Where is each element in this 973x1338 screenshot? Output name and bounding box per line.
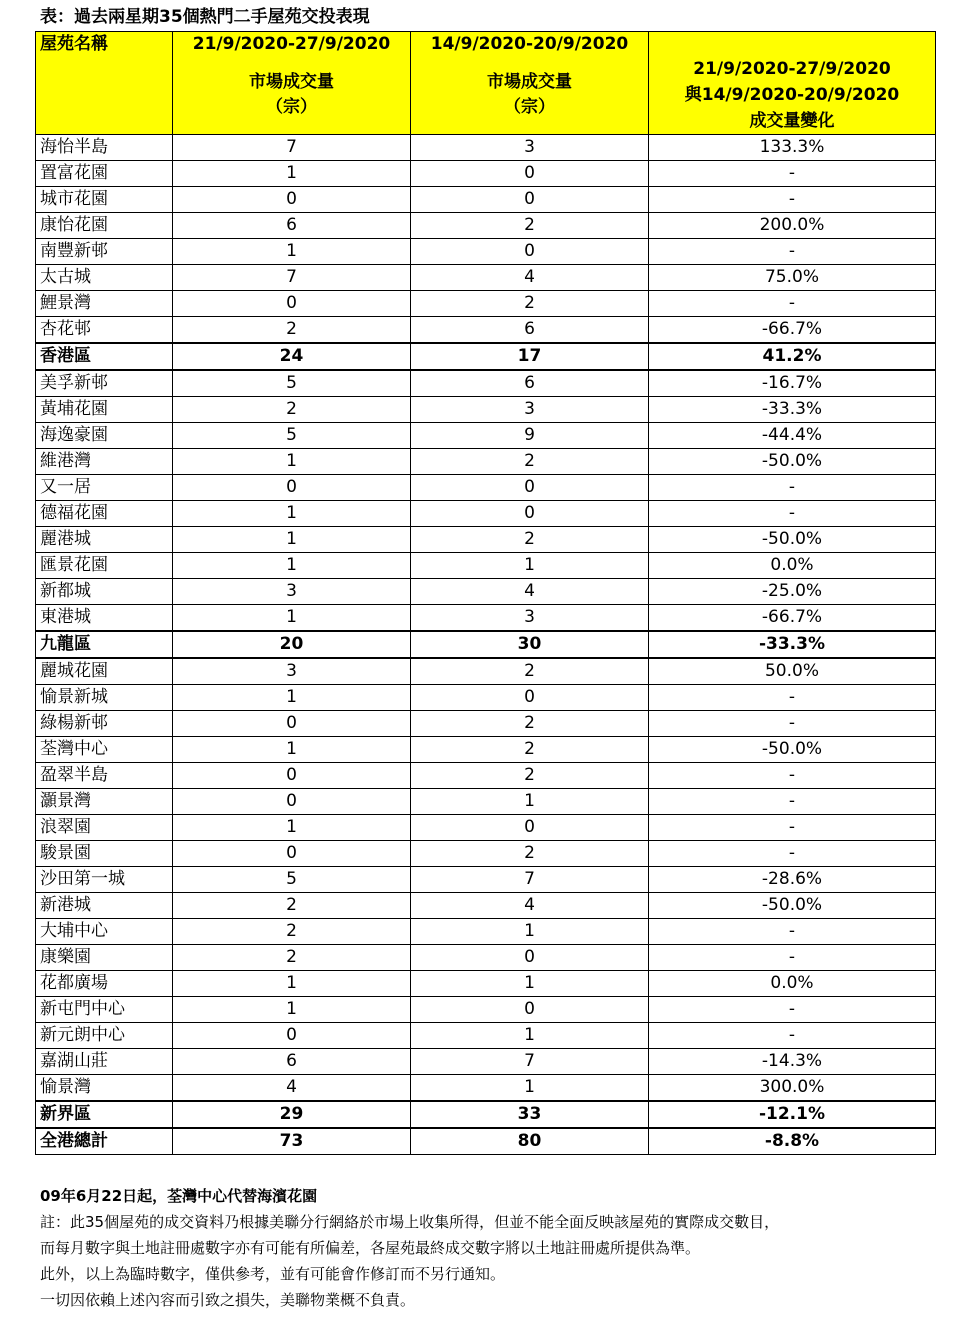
estate-name-cell: 新港城 — [36, 893, 173, 919]
header-week2 — [411, 32, 649, 135]
change-cell: - — [649, 291, 936, 317]
estate-name-cell: 盈翠半島 — [36, 763, 173, 789]
table-body — [36, 135, 936, 1155]
week1-count-cell: 4 — [173, 1075, 411, 1102]
week2-count-cell: 1 — [411, 971, 649, 997]
week1-count-cell: 1 — [173, 239, 411, 265]
header-week1-label: 市場成交量 — [249, 72, 334, 92]
change-cell: - — [649, 1023, 936, 1049]
week2-count-cell: 4 — [411, 265, 649, 291]
estate-name-cell: 新都城 — [36, 579, 173, 605]
estate-name-cell: 麗港城 — [36, 527, 173, 553]
week2-count-cell: 30 — [411, 631, 649, 658]
week1-count-cell: 0 — [173, 475, 411, 501]
estate-name-cell: 城市花園 — [36, 187, 173, 213]
week1-count-cell: 1 — [173, 161, 411, 187]
change-cell: 75.0% — [649, 265, 936, 291]
change-cell: -28.6% — [649, 867, 936, 893]
table-row — [36, 893, 936, 919]
week2-count-cell: 2 — [411, 213, 649, 239]
estate-name-cell: 海怡半島 — [36, 135, 173, 161]
footnotes — [40, 1183, 779, 1313]
week1-count-cell: 1 — [173, 553, 411, 579]
estate-name-cell: 愉景灣 — [36, 1075, 173, 1102]
week1-count-cell: 5 — [173, 370, 411, 397]
table-row — [36, 579, 936, 605]
change-cell: -66.7% — [649, 317, 936, 344]
week1-count-cell: 5 — [173, 423, 411, 449]
estate-name-cell: 香港區 — [36, 343, 173, 370]
table-row — [36, 919, 936, 945]
table-row — [36, 135, 936, 161]
footnote-line: 註：此35個屋苑的成交資料乃根據美聯分行網絡於市場上收集所得，但並不能全面反映該屋苑的實際成交數目， — [40, 1213, 780, 1231]
week2-count-cell: 1 — [411, 789, 649, 815]
week2-count-cell: 7 — [411, 867, 649, 893]
table-row — [36, 265, 936, 291]
week1-count-cell: 3 — [173, 579, 411, 605]
week2-count-cell: 2 — [411, 711, 649, 737]
week1-count-cell: 5 — [173, 867, 411, 893]
week2-count-cell: 3 — [411, 605, 649, 632]
header-week1-unit: （宗） — [266, 97, 317, 117]
week1-count-cell: 73 — [173, 1128, 411, 1155]
week2-count-cell: 2 — [411, 737, 649, 763]
week2-count-cell: 3 — [411, 397, 649, 423]
table-row — [36, 737, 936, 763]
week2-count-cell: 0 — [411, 501, 649, 527]
week2-count-cell: 0 — [411, 187, 649, 213]
transaction-table — [35, 31, 936, 1155]
estate-name-cell: 又一居 — [36, 475, 173, 501]
table-row — [36, 397, 936, 423]
week2-count-cell: 0 — [411, 945, 649, 971]
estate-name-cell: 德福花園 — [36, 501, 173, 527]
estate-name-cell: 康怡花園 — [36, 213, 173, 239]
week1-count-cell: 2 — [173, 919, 411, 945]
week2-count-cell: 9 — [411, 423, 649, 449]
change-cell: - — [649, 919, 936, 945]
header-change-line2: 與14/9/2020-20/9/2020 — [684, 85, 900, 105]
table-row — [36, 370, 936, 397]
change-cell: -25.0% — [649, 579, 936, 605]
table-row — [36, 501, 936, 527]
change-cell: -12.1% — [649, 1101, 936, 1128]
change-cell: -33.3% — [649, 631, 936, 658]
estate-name-cell: 康樂園 — [36, 945, 173, 971]
header-change-line3: 成交量變化 — [749, 111, 835, 131]
week2-count-cell: 0 — [411, 239, 649, 265]
table-row — [36, 1075, 936, 1102]
change-cell: - — [649, 815, 936, 841]
week2-count-cell: 2 — [411, 841, 649, 867]
estate-name-cell: 黃埔花園 — [36, 397, 173, 423]
estate-name-cell: 大埔中心 — [36, 919, 173, 945]
estate-name-cell: 新元朗中心 — [36, 1023, 173, 1049]
change-cell: - — [649, 945, 936, 971]
table-row — [36, 763, 936, 789]
change-cell: - — [649, 789, 936, 815]
week2-count-cell: 0 — [411, 161, 649, 187]
estate-name-cell: 杏花邨 — [36, 317, 173, 344]
week1-count-cell: 6 — [173, 1049, 411, 1075]
change-cell: -50.0% — [649, 449, 936, 475]
week1-count-cell: 1 — [173, 737, 411, 763]
estate-name-cell: 麗城花園 — [36, 658, 173, 685]
week2-count-cell: 7 — [411, 1049, 649, 1075]
table-row — [36, 423, 936, 449]
week2-count-cell: 2 — [411, 658, 649, 685]
estate-name-cell: 美孚新邨 — [36, 370, 173, 397]
week2-count-cell: 1 — [411, 919, 649, 945]
estate-name-cell: 浪翠園 — [36, 815, 173, 841]
week2-count-cell: 2 — [411, 291, 649, 317]
table-row — [36, 685, 936, 711]
week2-count-cell: 2 — [411, 527, 649, 553]
week1-count-cell: 0 — [173, 1023, 411, 1049]
table-row — [36, 841, 936, 867]
week1-count-cell: 24 — [173, 343, 411, 370]
table-row — [36, 291, 936, 317]
week1-count-cell: 1 — [173, 449, 411, 475]
change-cell: -8.8% — [649, 1128, 936, 1155]
estate-name-cell: 維港灣 — [36, 449, 173, 475]
change-cell: -50.0% — [649, 527, 936, 553]
estate-name-cell: 花都廣場 — [36, 971, 173, 997]
estate-name-cell: 匯景花園 — [36, 553, 173, 579]
change-cell: - — [649, 711, 936, 737]
change-cell: - — [649, 239, 936, 265]
estate-name-cell: 九龍區 — [36, 631, 173, 658]
week1-count-cell: 2 — [173, 893, 411, 919]
footnote-line: 一切因依賴上述內容而引致之損失，美聯物業概不負責。 — [40, 1291, 416, 1309]
change-cell: - — [649, 475, 936, 501]
estate-name-cell: 南豐新邨 — [36, 239, 173, 265]
week2-count-cell: 33 — [411, 1101, 649, 1128]
change-cell: 50.0% — [649, 658, 936, 685]
change-cell: -33.3% — [649, 397, 936, 423]
week2-count-cell: 0 — [411, 815, 649, 841]
change-cell: -44.4% — [649, 423, 936, 449]
week2-count-cell: 2 — [411, 449, 649, 475]
change-cell: -14.3% — [649, 1049, 936, 1075]
table-row — [36, 789, 936, 815]
week2-count-cell: 1 — [411, 1075, 649, 1102]
week2-count-cell: 1 — [411, 1023, 649, 1049]
table-row — [36, 867, 936, 893]
estate-name-cell: 綠楊新邨 — [36, 711, 173, 737]
change-cell: - — [649, 161, 936, 187]
week1-count-cell: 3 — [173, 658, 411, 685]
subtotal-row — [36, 631, 936, 658]
week1-count-cell: 1 — [173, 685, 411, 711]
estate-name-cell: 太古城 — [36, 265, 173, 291]
change-cell: -50.0% — [649, 737, 936, 763]
header-week1 — [173, 32, 411, 135]
week2-count-cell: 0 — [411, 475, 649, 501]
estate-name-cell: 荃灣中心 — [36, 737, 173, 763]
estate-name-cell: 全港總計 — [36, 1128, 173, 1155]
table-row — [36, 449, 936, 475]
week1-count-cell: 0 — [173, 711, 411, 737]
week1-count-cell: 7 — [173, 265, 411, 291]
week1-count-cell: 1 — [173, 971, 411, 997]
week2-count-cell: 4 — [411, 893, 649, 919]
change-cell: 200.0% — [649, 213, 936, 239]
footnote-line: 09年6月22日起，荃灣中心代替海濱花園 — [40, 1187, 318, 1205]
week2-count-cell: 0 — [411, 685, 649, 711]
total-row — [36, 1128, 936, 1155]
week1-count-cell: 0 — [173, 291, 411, 317]
change-cell: -66.7% — [649, 605, 936, 632]
estate-name-cell: 海逸豪園 — [36, 423, 173, 449]
change-cell: -50.0% — [649, 893, 936, 919]
week1-count-cell: 0 — [173, 763, 411, 789]
table-row — [36, 658, 936, 685]
change-cell: 133.3% — [649, 135, 936, 161]
change-cell: - — [649, 501, 936, 527]
week1-count-cell: 2 — [173, 397, 411, 423]
change-cell: - — [649, 841, 936, 867]
header-week2-unit: （宗） — [504, 97, 555, 117]
change-cell: 0.0% — [649, 971, 936, 997]
table-row — [36, 605, 936, 632]
table-row — [36, 527, 936, 553]
estate-name-cell: 駿景園 — [36, 841, 173, 867]
table-title: 表：過去兩星期35個熱門二手屋苑交投表現 — [40, 7, 370, 27]
week1-count-cell: 29 — [173, 1101, 411, 1128]
week2-count-cell: 2 — [411, 763, 649, 789]
table-row — [36, 711, 936, 737]
footnote-line: 此外，以上為臨時數字，僅供參考，並有可能會作修訂而不另行通知。 — [40, 1265, 506, 1283]
table-row — [36, 997, 936, 1023]
week1-count-cell: 0 — [173, 187, 411, 213]
estate-name-cell: 沙田第一城 — [36, 867, 173, 893]
table-row — [36, 815, 936, 841]
week1-count-cell: 1 — [173, 605, 411, 632]
estate-name-cell: 愉景新城 — [36, 685, 173, 711]
week1-count-cell: 1 — [173, 815, 411, 841]
header-week1-period: 21/9/2020-27/9/2020 — [192, 34, 391, 54]
estate-name-cell: 置富花園 — [36, 161, 173, 187]
change-cell: - — [649, 997, 936, 1023]
header-week2-period: 14/9/2020-20/9/2020 — [430, 34, 629, 54]
change-cell: 41.2% — [649, 343, 936, 370]
header-row — [36, 32, 936, 135]
change-cell: - — [649, 763, 936, 789]
change-cell: -16.7% — [649, 370, 936, 397]
week1-count-cell: 1 — [173, 501, 411, 527]
week2-count-cell: 3 — [411, 135, 649, 161]
week1-count-cell: 0 — [173, 789, 411, 815]
table-row — [36, 317, 936, 344]
table-row — [36, 945, 936, 971]
table-row — [36, 475, 936, 501]
week2-count-cell: 6 — [411, 317, 649, 344]
table-row — [36, 187, 936, 213]
estate-name-cell: 東港城 — [36, 605, 173, 632]
change-cell: 0.0% — [649, 553, 936, 579]
estate-name-cell: 鯉景灣 — [36, 291, 173, 317]
change-cell: - — [649, 187, 936, 213]
week2-count-cell: 17 — [411, 343, 649, 370]
table-row — [36, 1049, 936, 1075]
footnote-line: 而每月數字與土地註冊處數字亦有可能有所偏差，各屋苑最終成交數字將以土地註冊處所提供為準。 — [40, 1239, 701, 1257]
week2-count-cell: 80 — [411, 1128, 649, 1155]
header-estate-name: 屋苑名稱 — [36, 32, 173, 135]
table-row — [36, 553, 936, 579]
estate-name-cell: 灝景灣 — [36, 789, 173, 815]
week1-count-cell: 2 — [173, 317, 411, 344]
week2-count-cell: 0 — [411, 997, 649, 1023]
change-cell: - — [649, 685, 936, 711]
subtotal-row — [36, 343, 936, 370]
estate-name-cell: 新界區 — [36, 1101, 173, 1128]
estate-name-cell: 新屯門中心 — [36, 997, 173, 1023]
table-row — [36, 239, 936, 265]
table-row — [36, 161, 936, 187]
header-week2-label: 市場成交量 — [487, 72, 572, 92]
table-row — [36, 1023, 936, 1049]
change-cell: 300.0% — [649, 1075, 936, 1102]
table-row — [36, 971, 936, 997]
week1-count-cell: 20 — [173, 631, 411, 658]
subtotal-row — [36, 1101, 936, 1128]
header-change-line1: 21/9/2020-27/9/2020 — [693, 59, 891, 79]
table-row — [36, 213, 936, 239]
week2-count-cell: 4 — [411, 579, 649, 605]
week2-count-cell: 1 — [411, 553, 649, 579]
week1-count-cell: 1 — [173, 997, 411, 1023]
week1-count-cell: 7 — [173, 135, 411, 161]
header-change — [649, 32, 936, 135]
estate-name-cell: 嘉湖山莊 — [36, 1049, 173, 1075]
week1-count-cell: 1 — [173, 527, 411, 553]
week2-count-cell: 6 — [411, 370, 649, 397]
week1-count-cell: 2 — [173, 945, 411, 971]
week1-count-cell: 6 — [173, 213, 411, 239]
week1-count-cell: 0 — [173, 841, 411, 867]
